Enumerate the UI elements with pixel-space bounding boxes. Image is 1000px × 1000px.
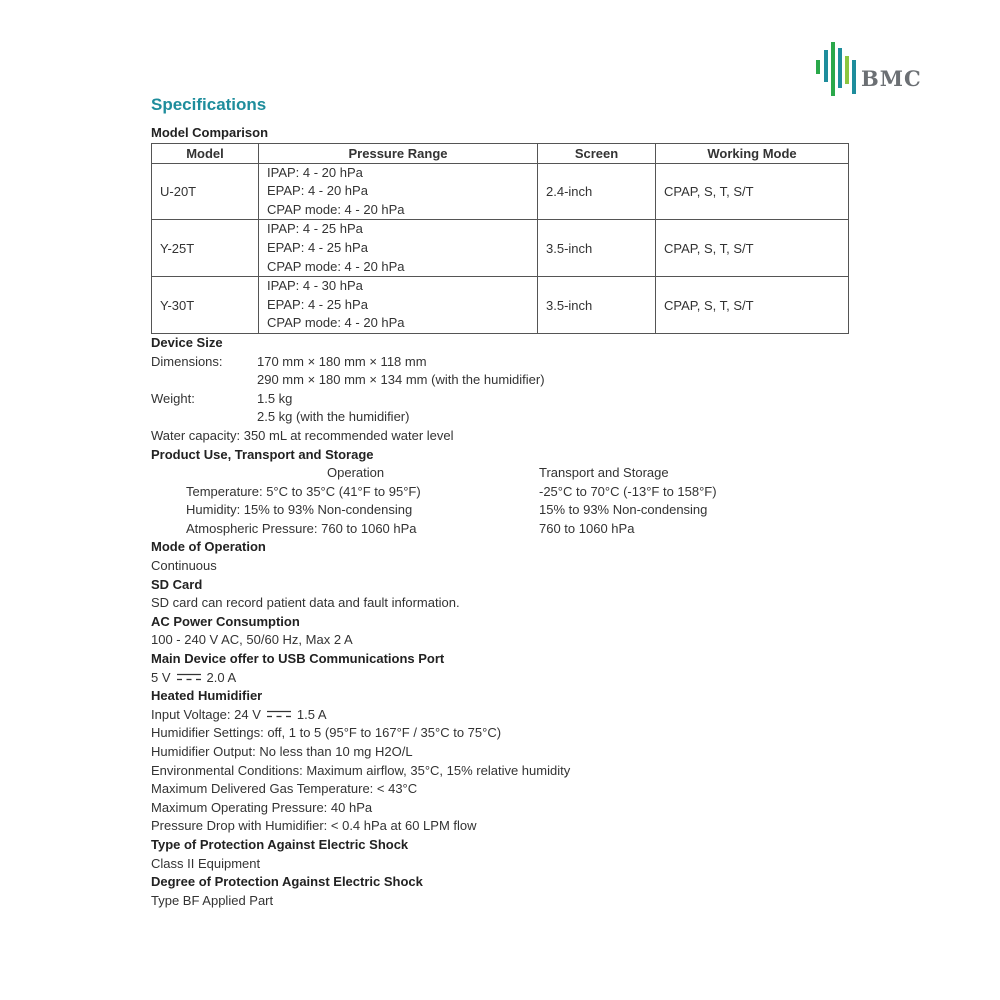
- table-row: [152, 220, 849, 277]
- working-mode-cell: CPAP, S, T, S/T: [656, 220, 849, 277]
- model-cell: U-20T: [152, 163, 259, 220]
- column-header-pressure: Pressure Range: [259, 143, 538, 163]
- pressure-line: CPAP mode: 4 - 20 hPa: [267, 201, 405, 217]
- logo-bars-icon: [815, 38, 861, 98]
- working-mode-cell: CPAP, S, T, S/T: [656, 277, 849, 334]
- dimensions-label: Dimensions:: [151, 353, 223, 369]
- input-voltage-label: Input Voltage: 24 V: [151, 706, 261, 722]
- dimensions-value: 170 mm × 180 mm × 118 mm: [257, 353, 427, 369]
- screen-cell: 3.5-inch: [538, 220, 656, 277]
- pressure-line: EPAP: 4 - 20 hPa: [267, 183, 368, 199]
- column-header-screen: Screen: [538, 143, 656, 163]
- storage-pressure: 760 to 1060 hPa: [539, 520, 635, 536]
- storage-column: [539, 464, 717, 538]
- water-capacity: Water capacity: 350 mL at recommended water level: [151, 427, 454, 443]
- mode-of-operation-heading: Mode of Operation: [151, 539, 266, 555]
- max-operating-pressure: Maximum Operating Pressure: 40 hPa: [151, 799, 373, 815]
- table-row: [152, 163, 849, 220]
- use-transport-table: [151, 464, 851, 538]
- usb-port-value: [151, 669, 851, 688]
- pressure-cell: [259, 220, 538, 277]
- device-size-heading: Device Size: [151, 334, 223, 350]
- protection-degree-value: Type BF Applied Part: [151, 892, 274, 908]
- protection-type-heading: Type of Protection Against Electric Shock: [151, 836, 409, 852]
- pressure-line: CPAP mode: 4 - 20 hPa: [267, 315, 405, 331]
- screen-cell: 2.4-inch: [538, 163, 656, 220]
- operation-humidity: Humidity: 15% to 93% Non-condensing: [186, 502, 413, 518]
- input-current: 1.5 A: [296, 706, 327, 722]
- mode-of-operation-value: Continuous: [151, 558, 217, 574]
- usb-current: 2.0 A: [206, 669, 237, 685]
- weight-value-humidifier: 2.5 kg (with the humidifier): [257, 409, 410, 425]
- pressure-cell: [259, 163, 538, 220]
- humidifier-settings: Humidifier Settings: off, 1 to 5 (95°F to 167°F / 35°C to 75°C): [151, 725, 502, 741]
- pressure-line: IPAP: 4 - 25 hPa: [267, 221, 363, 237]
- humidifier-output: Humidifier Output: No less than 10 mg H2O/L: [151, 744, 413, 759]
- pressure-line: EPAP: 4 - 25 hPa: [267, 296, 368, 312]
- pressure-line: CPAP mode: 4 - 20 hPa: [267, 258, 405, 274]
- dimensions-value-humidifier: 290 mm × 180 mm × 134 mm (with the humidifier): [257, 372, 545, 388]
- storage-humidity: 15% to 93% Non-condensing: [539, 502, 708, 518]
- ac-power-value: 100 - 240 V AC, 50/60 Hz, Max 2 A: [151, 632, 353, 648]
- weight-label: Weight:: [151, 390, 195, 406]
- sd-card-heading: SD Card: [151, 576, 203, 592]
- screen-cell: 3.5-inch: [538, 277, 656, 334]
- table-row: [152, 277, 849, 334]
- pressure-drop: Pressure Drop with Humidifier: < 0.4 hPa at 60 LPM flow: [151, 818, 477, 834]
- specifications-page: [151, 93, 851, 910]
- pressure-cell: [259, 277, 538, 334]
- logo-text: BMC: [861, 66, 922, 91]
- column-header-working-mode: Working Mode: [656, 143, 849, 163]
- model-comparison-heading: Model Comparison: [151, 125, 269, 140]
- table-header-row: [152, 143, 849, 163]
- storage-temperature: -25°C to 70°C (-13°F to 158°F): [539, 483, 717, 499]
- dc-symbol-icon: [267, 710, 291, 718]
- bmc-logo: [815, 38, 935, 98]
- dc-symbol-icon: [177, 673, 201, 681]
- protection-degree-heading: Degree of Protection Against Electric Shock: [151, 874, 423, 890]
- pressure-line: IPAP: 4 - 30 hPa: [267, 278, 363, 294]
- working-mode-cell: CPAP, S, T, S/T: [656, 163, 849, 220]
- operation-header: Operation: [327, 465, 385, 481]
- sd-card-value: SD card can record patient data and fault information.: [151, 595, 460, 611]
- model-comparison-table: [151, 143, 849, 334]
- model-cell: Y-25T: [152, 220, 259, 277]
- use-transport-heading: Product Use, Transport and Storage: [151, 446, 374, 462]
- column-header-model: Model: [152, 143, 259, 163]
- humidifier-input-voltage: [151, 706, 851, 725]
- page-title: Specifications: [151, 95, 267, 114]
- operation-column: [151, 464, 539, 538]
- environmental-conditions: Environmental Conditions: Maximum airflow, 35°C, 15% relative humidity: [151, 762, 571, 778]
- max-gas-temperature: Maximum Delivered Gas Temperature: < 43°C: [151, 781, 418, 797]
- operation-temperature: Temperature: 5°C to 35°C (41°F to 95°F): [186, 483, 421, 499]
- pressure-line: IPAP: 4 - 20 hPa: [267, 164, 363, 180]
- storage-header: Transport and Storage: [539, 465, 669, 481]
- weight-row: [151, 390, 851, 409]
- ac-power-heading: AC Power Consumption: [151, 613, 300, 629]
- pressure-line: EPAP: 4 - 25 hPa: [267, 239, 368, 255]
- protection-type-value: Class II Equipment: [151, 855, 261, 871]
- heated-humidifier-heading: Heated Humidifier: [151, 688, 263, 704]
- usb-voltage: 5 V: [151, 669, 171, 685]
- operation-pressure: Atmospheric Pressure: 760 to 1060 hPa: [186, 520, 417, 536]
- usb-port-heading: Main Device offer to USB Communications Port: [151, 651, 445, 667]
- dimensions-row: [151, 353, 851, 372]
- weight-value: 1.5 kg: [257, 390, 293, 406]
- model-cell: Y-30T: [152, 277, 259, 334]
